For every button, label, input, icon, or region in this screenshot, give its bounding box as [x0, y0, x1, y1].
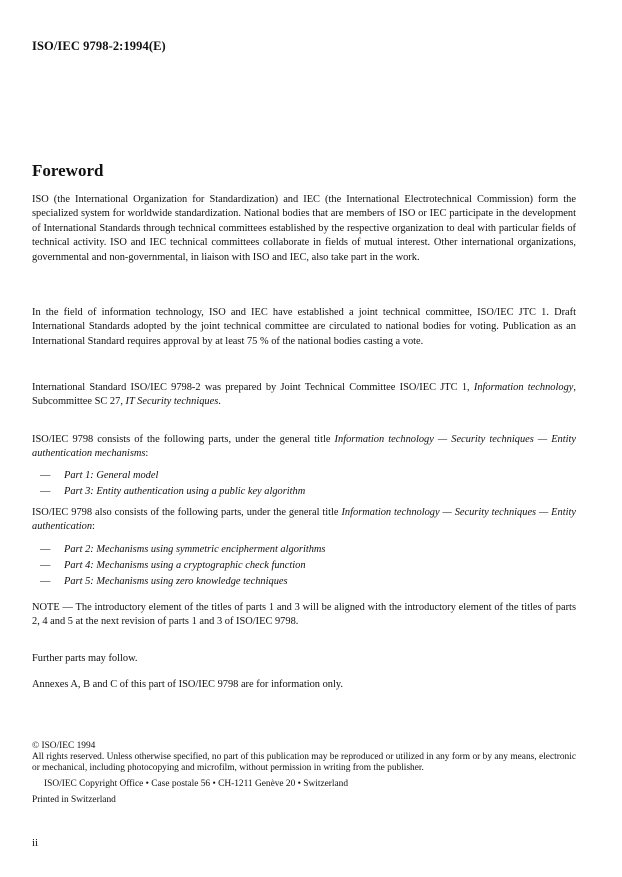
note-paragraph — [32, 601, 576, 630]
p5-text-c: : — [92, 521, 95, 533]
document-header: ISO/IEC 9798-2:1994(E) — [32, 39, 166, 53]
list-item-text: Part 4: Mechanisms using a cryptographic check function — [64, 560, 306, 571]
list-item — [40, 558, 560, 574]
p3-text-c: , Subcommittee SC 27, — [32, 382, 576, 408]
p3-text-a: International Standard ISO/IEC 9798-2 was prepared by Joint Technical Committee ISO/IEC JTC 1, — [32, 382, 474, 393]
paragraph-1-text: ISO (the International Organization for Standardization) and IEC (the International Electrotechnical Commission) form the specialized system for worldwide standardization. National bodies that are members of ISO or IEC participate in the development of International Standards through technical committees established by the respective organization to deal with particular fields of technical activity. ISO and IEC technical committees collaborate in fields of mutual interest. Other international organizations, governmental and non-governmental, in liaison with ISO and IEC, also take part in the work. — [32, 194, 576, 263]
list-item-text: Part 3: Entity authentication using a public key algorithm — [64, 486, 306, 497]
copyright-block — [32, 741, 576, 806]
dash-glyph: — — [40, 486, 51, 497]
dash-glyph: — — [40, 544, 51, 555]
list-item-text: Part 5: Mechanisms using zero knowledge techniques — [64, 576, 288, 587]
rights-text: All rights reserved. Unless otherwise specified, no part of this publication may be reproduced or utilized in any form or by any means, electronic or mechanical, including photocopying and microfilm, without permission in writing from the publisher. — [32, 752, 576, 773]
paragraph-7 — [32, 678, 576, 692]
p5-text-b: Information technology — Security techniques — Entity authentication — [32, 507, 576, 533]
parts-list-1 — [40, 468, 560, 500]
paragraph-7-text: Annexes A, B and C of this part of ISO/IEC 9798 are for information only. — [32, 679, 343, 690]
copyright-office: ISO/IEC Copyright Office • Case postale 56 • CH-1211 Genève 20 • Switzerland — [44, 779, 349, 789]
paragraph-6-text: Further parts may follow. — [32, 653, 138, 664]
p3-text-e: . — [218, 396, 221, 408]
paragraph-2-text: In the field of information technology, ISO and IEC have established a joint technical committee, ISO/IEC JTC 1. Draft International Standards adopted by the joint technical committee are circulated to national bodies for voting. Publication as an International Standard requires approval by at least 75 % of the national bodies casting a vote. — [32, 307, 576, 347]
list-item — [40, 574, 560, 590]
p4-text-c: : — [145, 448, 149, 460]
p3-text-d: IT Security techniques — [125, 396, 219, 408]
p4-text-a: ISO/IEC 9798 consists of the following parts, under the general title — [32, 434, 335, 445]
paragraph-1 — [32, 193, 576, 265]
dash-glyph: — — [40, 470, 51, 481]
p3-text-b: Information technology — [473, 382, 574, 393]
page-number: ii — [32, 837, 39, 849]
p5-text-a: ISO/IEC 9798 also consists of the following parts, under the general title — [32, 507, 342, 518]
paragraph-3-text — [32, 381, 576, 410]
paragraph-5 — [32, 506, 576, 535]
list-item-text: Part 2: Mechanisms using symmetric encipherment algorithms — [64, 544, 326, 555]
list-item — [40, 484, 560, 500]
paragraph-3 — [32, 381, 576, 410]
printed-in: Printed in Switzerland — [32, 795, 116, 805]
paragraph-5-text — [32, 506, 576, 535]
list-item-text: Part 1: General model — [64, 470, 159, 481]
paragraph-2 — [32, 306, 576, 349]
note-text: NOTE — The introductory element of the titles of parts 1 and 3 will be aligned with the introductory element of the titles of parts 2, 4 and 5 at the next revision of parts 1 and 3 of ISO/IEC 9798. — [32, 602, 576, 628]
dash-glyph: — — [40, 560, 51, 571]
dash-glyph: — — [40, 576, 51, 587]
list-item — [40, 542, 560, 558]
paragraph-4-text — [32, 433, 576, 462]
list-item — [40, 468, 560, 484]
paragraph-4 — [32, 433, 576, 462]
p4-text-b: Information technology — Security techniques — Entity authentication mechanisms — [32, 434, 577, 460]
page-title: Foreword — [32, 161, 104, 180]
copyright-line: © ISO/IEC 1994 — [32, 741, 96, 751]
parts-list-2 — [40, 542, 560, 590]
paragraph-6 — [32, 652, 576, 666]
